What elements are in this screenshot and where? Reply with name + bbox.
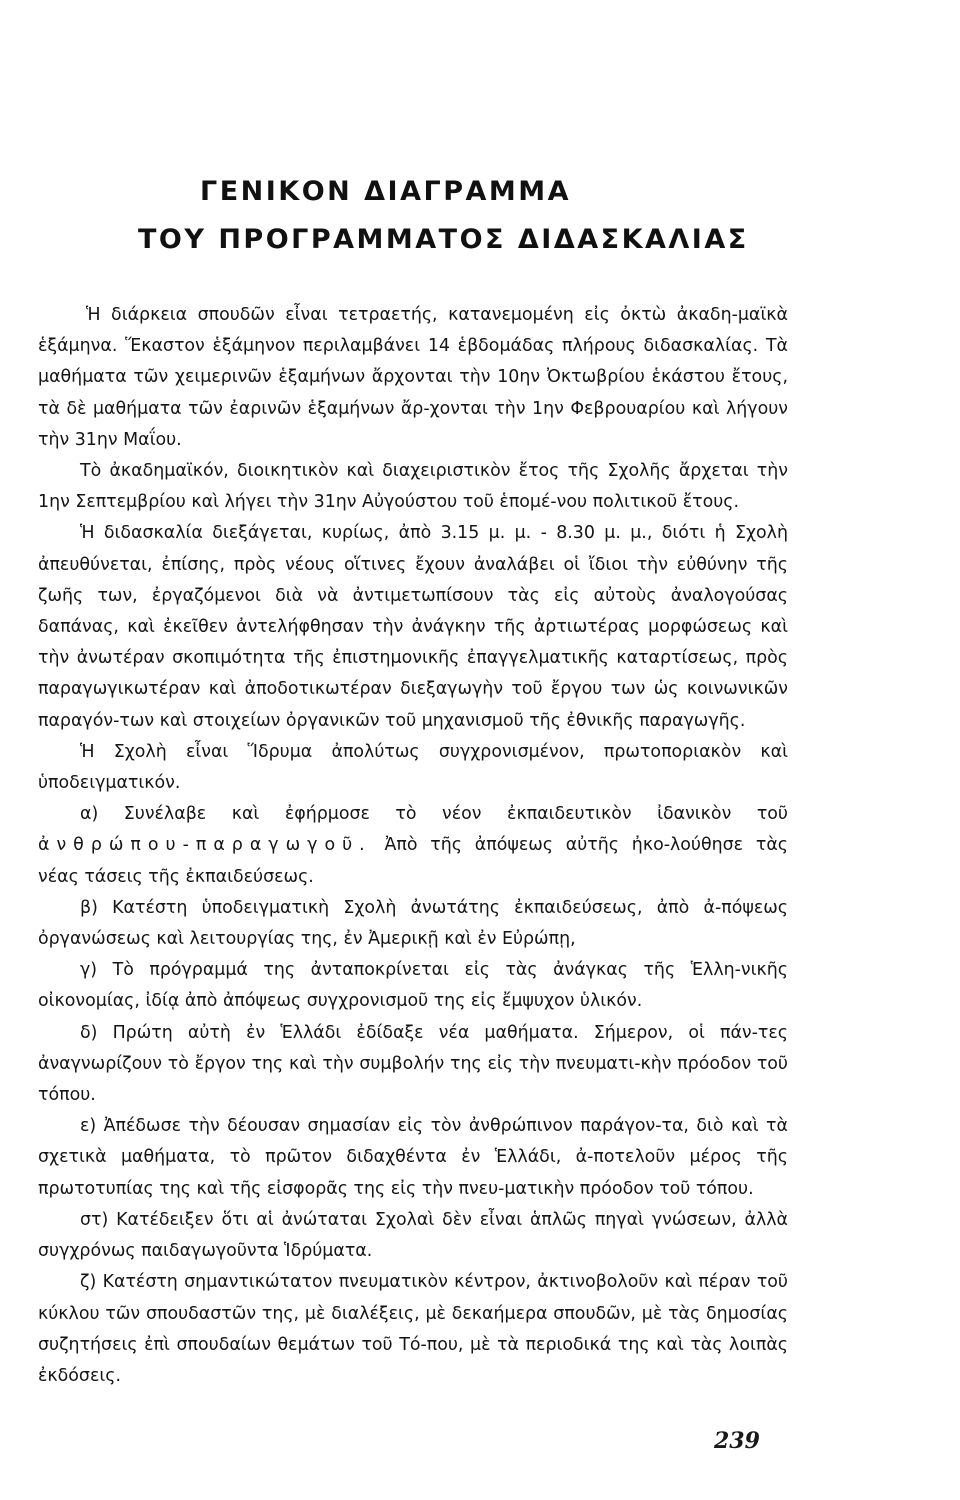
paragraph-item-epsilon: ε) Ἀπέδωσε τὴν δέουσαν σημασίαν εἰς τὸν ἀνθρώπινον παράγον-τα, διὸ καὶ τὰ σχετικὰ μαθήματα, τὸ πρῶτον διδαχθέντα ἐν Ἑλλάδι, ἀ-ποτελοῦν μέρος τῆς πρωτοτυπίας της καὶ τῆς εἰσφορᾶς της εἰς τὴν πνευ-ματικὴν πρόοδον τοῦ τόπου.: [38, 1116, 788, 1199]
body-text: [38, 300, 788, 1392]
paragraph-duration: Ἡ διάρκεια σπουδῶν εἶναι τετραετής, κατανεμομένη εἰς ὀκτὼ ἀκαδη-μαϊκὰ ἑξάμηνα. Ἕκαστον ἑξάμηνον περιλαμβάνει 14 ἑβδομάδας πλήρους διδασκαλίας. Τὰ μαθήματα τῶν χειμερινῶν ἑξαμήνων ἄρχονται τὴν 10ην Ὀκτωβρίου ἑκάστου ἔτους, τὰ δὲ μαθήματα τῶν ἐαρινῶν ἑξαμήνων ἄρ-χονται τὴν 1ην Φεβρουαρίου καὶ λήγουν τὴν 31ην Μαΐου.: [38, 305, 788, 450]
paragraph-academic-year: Τὸ ἀκαδημαϊκόν, διοικητικὸν καὶ διαχειριστικὸν ἔτος τῆς Σχολῆς ἄρχεται τὴν 1ην Σεπτεμβρίου καὶ λήγει τὴν 31ην Αὐγούστου τοῦ ἑπομέ-νου πολιτικοῦ ἔτους.: [38, 461, 788, 513]
paragraph-school-description: Ἡ Σχολὴ εἶναι Ἵδρυμα ἀπολύτως συγχρονισμένον, πρωτοποριακὸν καὶ ὑποδειγματικόν.: [38, 741, 788, 794]
page-number: 239: [714, 1428, 760, 1454]
paragraph-item-beta: β) Κατέστη ὑποδειγματικὴ Σχολὴ ἀνωτάτης ἐκπαιδεύσεως, ἀπὸ ἀ-πόψεως ὀργανώσεως καὶ λειτουργίας της, ἐν Ἀμερικῇ καὶ ἐν Εὐρώπῃ,: [38, 897, 788, 950]
paragraph-item-delta: δ) Πρώτη αὐτὴ ἐν Ἑλλάδι ἐδίδαξε νέα μαθήματα. Σήμερον, οἱ πάν-τες ἀναγνωρίζουν τὸ ἔργον της καὶ τὴν συμβολήν της εἰς τὴν πνευματι-κὴν πρόοδον τοῦ τόπου.: [38, 1022, 788, 1106]
title-line-2: ΤΟΥ ΠΡΟΓΡΑΜΜΑΤΟΣ ΔΙΔΑΣΚΑΛΙΑΣ: [138, 224, 749, 255]
paragraph-item-alpha: [38, 799, 788, 893]
paragraph-item-zeta: ζ) Κατέστη σημαντικώτατον πνευματικὸν κέντρον, ἀκτινοβολοῦν καὶ πέραν τοῦ κύκλου τῶν σπουδαστῶν της, μὲ διαλέξεις, μὲ δεκαήμερα σπουδῶν, μὲ τὰς δημοσίας συζητήσεις ἐπὶ σπουδαίων θεμάτων τοῦ Τό-που, μὲ τὰ περιοδικά της καὶ τὰς λοιπὰς ἐκδόσεις.: [38, 1272, 788, 1386]
paragraph-item-gamma: γ) Τὸ πρόγραμμά της ἀνταποκρίνεται εἰς τὰς ἀνάγκας τῆς Ἑλλη-νικῆς οἰκονομίας, ἰδίᾳ ἀπὸ ἀπόψεως συγχρονισμοῦ της εἰς ἔμψυχον ὑλικόν.: [38, 960, 788, 1012]
paragraph-item-st: στ) Κατέδειξεν ὅτι αἱ ἀνώταται Σχολαὶ δὲν εἶναι ἁπλῶς πηγαὶ γνώσεων, ἀλλὰ συγχρόνως παιδαγωγοῦντα Ἱδρύματα.: [38, 1209, 788, 1262]
title-line-1: ΓΕΝΙΚΟΝ ΔΙΑΓΡΑΜΜΑ: [200, 176, 572, 207]
item-alpha-spaced: ἀνθρώπου-παραγωγοῦ.: [38, 835, 372, 856]
item-alpha-start: α) Συνέλαβε καὶ ἐφήρμοσε τὸ νέον ἐκπαιδευτικὸν ἰδανικὸν τοῦ: [80, 804, 788, 825]
item-alpha-end: Ἀπὸ τῆς ἀπόψεως αὐτῆς ἠκο-λούθησε τὰς νέας τάσεις τῆς ἐκπαιδεύσεως.: [38, 835, 788, 887]
paragraph-teaching-hours: Ἡ διδασκαλία διεξάγεται, κυρίως, ἀπὸ 3.15 μ. μ. - 8.30 μ. μ., διότι ἡ Σχολὴ ἀπευθύνεται, ἐπίσης, πρὸς νέους οἵτινες ἔχουν ἀναλάβει οἱ ἴδιοι τὴν εὐθύνην τῆς ζωῆς των, ἐργαζόμενοι διὰ νὰ ἀντιμετωπίσουν τὰς εἰς αὐτοὺς ἀναλογούσας δαπάνας, καὶ ἐκεῖθεν ἀντελήφθησαν τὴν ἀνάγκην τῆς ἀρτιωτέρας μορφώσεως καὶ τὴν ἀνωτέραν σκοπιμότητα τῆς ἐπιστημονικῆς ἐπαγγελματικῆς καταρτίσεως, πρὸς παραγωγικωτέραν καὶ ἀποδοτικωτέραν διεξαγωγὴν τοῦ ἔργου των ὡς κοινωνικῶν παραγόν-των καὶ στοιχείων ὀργανικῶν τοῦ μηχανισμοῦ τῆς ἐθνικῆς παραγωγῆς.: [38, 523, 788, 731]
